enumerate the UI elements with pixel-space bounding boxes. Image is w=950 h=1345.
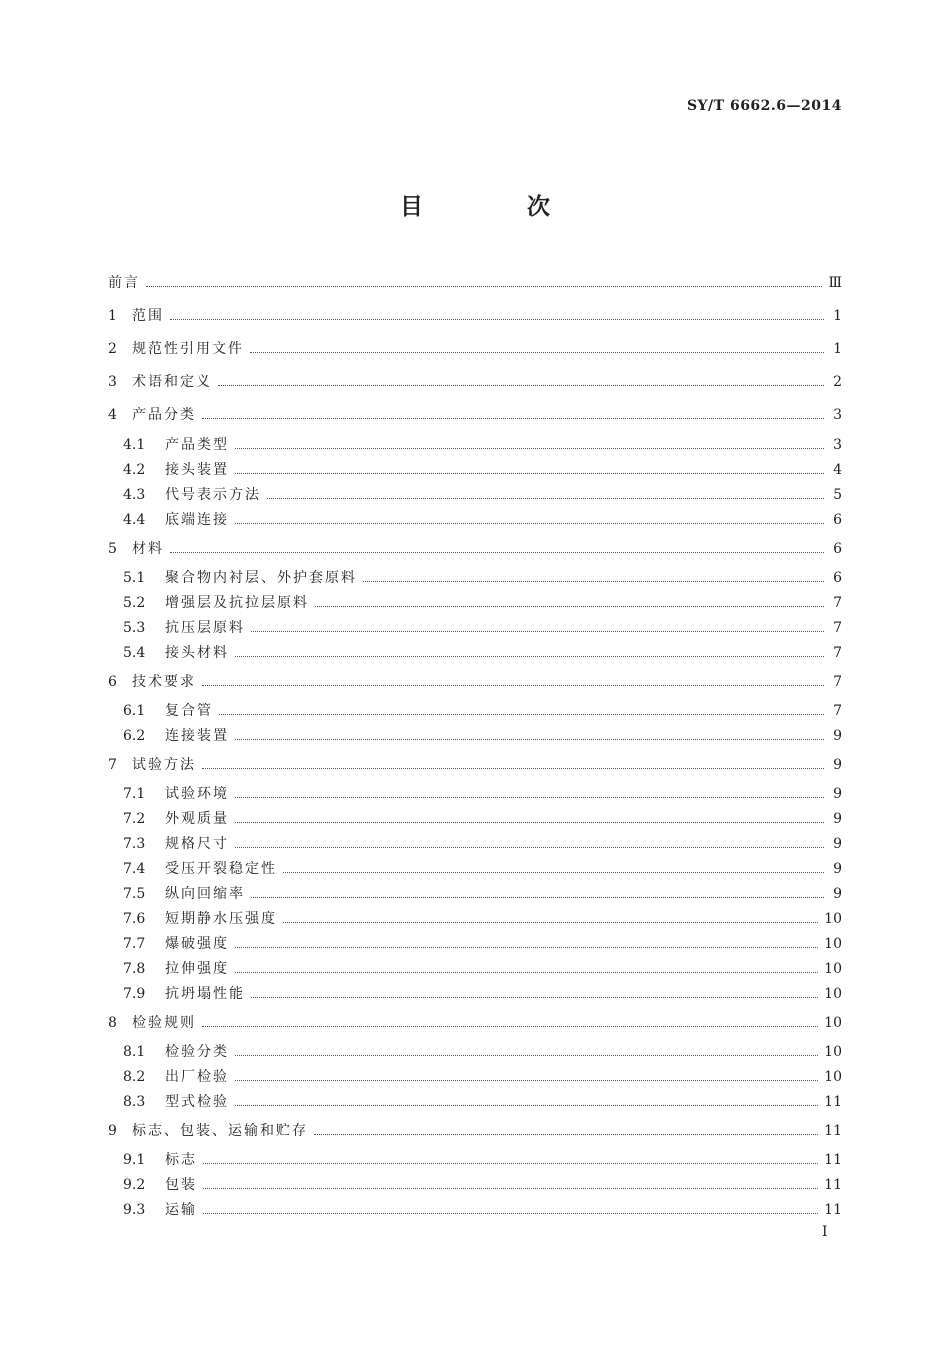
toc-entry[interactable] [108,334,842,358]
toc-entry-label: 规格尺寸 [165,836,229,852]
toc-entry-page: 11 [824,1123,842,1139]
page-title: 目 次 [399,193,598,220]
dot-leader [363,580,824,582]
toc-entry[interactable] [123,829,842,853]
toc-entry[interactable] [123,696,842,720]
toc-entry-number: 1 [108,308,117,324]
toc-entry-number: 5 [108,541,117,557]
toc-entry[interactable] [123,721,842,745]
toc-entry-label: 检验规则 [132,1015,196,1031]
toc-entry-number: 9.2 [123,1177,146,1193]
toc-entry-number: 5.2 [123,595,146,611]
toc-entry-page: 11 [824,1177,842,1193]
dot-leader [251,896,824,898]
dot-leader [235,1079,818,1081]
toc-entry-page: Ⅲ [828,275,842,291]
toc-entry-page: 3 [833,437,842,453]
toc-entry-page: 7 [833,645,842,661]
toc-entry-label: 增强层及抗拉层原料 [165,595,309,611]
dot-leader [250,351,824,353]
toc-entry-number: 4.2 [123,462,146,478]
dot-leader [235,796,824,798]
toc-entry-label: 接头装置 [165,462,229,478]
toc-entry[interactable] [123,505,842,529]
toc-entry-number: 8.2 [123,1069,146,1085]
toc-entry-number: 6.2 [123,728,146,744]
toc-entry-page: 9 [833,757,842,773]
toc-entry[interactable] [123,929,842,953]
dot-leader [235,472,824,474]
toc-entry-number: 7.1 [123,786,146,802]
toc-entry[interactable] [123,979,842,1003]
toc-entry-page: 5 [833,487,842,503]
toc-entry[interactable] [123,430,842,454]
toc-entry-number: 9.1 [123,1152,146,1168]
dot-leader [219,713,824,715]
toc-entry-page: 7 [833,674,842,690]
toc-entry-label: 型式检验 [165,1094,229,1110]
toc-entry-number: 7.9 [123,986,146,1002]
toc-entry-number: 2 [108,341,117,357]
toc-entry-page: 10 [824,961,842,977]
dot-leader [235,1054,818,1056]
toc-entry-label: 爆破强度 [165,936,229,952]
toc-entry-number: 6.1 [123,703,146,719]
footer-page-number: Ⅰ [822,1224,828,1240]
dot-leader [235,447,824,449]
toc-entry-page: 10 [824,1044,842,1060]
toc-entry-page: 6 [833,512,842,528]
toc-entry-number: 7.8 [123,961,146,977]
dot-leader [314,1133,818,1135]
toc-entry-label: 标志、包装、运输和贮存 [132,1123,308,1139]
toc-entry-page: 10 [824,936,842,952]
toc-entry-label: 复合管 [165,703,213,719]
dot-leader [203,1162,818,1164]
toc-entry-label: 纵向回缩率 [165,886,245,902]
toc-entry-number: 5.1 [123,570,146,586]
toc-entry-label: 连接装置 [165,728,229,744]
toc-entry-page: 9 [833,886,842,902]
toc-entry-page: 6 [833,570,842,586]
toc-entry[interactable] [123,1062,842,1086]
toc-entry-label: 包装 [165,1177,197,1193]
dot-leader [218,384,824,386]
toc-entry-number: 7.2 [123,811,146,827]
toc-entry-page: 2 [833,374,842,390]
toc-entry[interactable] [108,750,842,774]
toc-entry-label: 检验分类 [165,1044,229,1060]
toc-entry-number: 8.3 [123,1094,146,1110]
toc-entry-label: 范围 [132,308,164,324]
toc-entry-page: 4 [833,462,842,478]
dot-leader [146,285,822,287]
toc-entry-label: 聚合物内衬层、外护套原料 [165,570,357,586]
toc-entry-number: 4.3 [123,487,146,503]
toc-entry-number: 5.4 [123,645,146,661]
toc-entry-number: 9.3 [123,1202,146,1218]
toc-entry[interactable] [108,367,842,391]
toc-entry-page: 3 [833,407,842,423]
toc-entry-label: 抗压层原料 [165,620,245,636]
toc-entry[interactable] [123,455,842,479]
toc-entry-page: 7 [833,703,842,719]
toc-entry-label: 产品分类 [132,407,196,423]
dot-leader [170,318,824,320]
dot-leader [235,846,824,848]
toc-entry[interactable] [123,779,842,803]
dot-leader [235,946,818,948]
toc-entry-label: 抗坍塌性能 [165,986,245,1002]
toc-entry[interactable] [123,804,842,828]
toc-entry-page: 6 [833,541,842,557]
dot-leader [315,605,824,607]
toc-entry-label: 接头材料 [165,645,229,661]
toc-entry-label: 技术要求 [132,674,196,690]
dot-leader [235,522,824,524]
toc-entry-page: 7 [833,620,842,636]
dot-leader [203,1187,818,1189]
toc-entry-number: 4.1 [123,437,146,453]
toc-entry[interactable] [123,613,842,637]
toc-entry-page: 10 [824,1069,842,1085]
toc-entry[interactable] [108,268,842,292]
toc-entry-page: 10 [824,986,842,1002]
dot-leader [283,871,824,873]
toc-entry-page: 9 [833,861,842,877]
toc-entry-label: 材料 [132,541,164,557]
dot-leader [202,684,824,686]
toc-entry-label: 运输 [165,1202,197,1218]
toc-entry-label: 短期静水压强度 [165,911,277,927]
toc-entry-label: 试验环境 [165,786,229,802]
toc-entry-label: 拉伸强度 [165,961,229,977]
toc-entry-label: 标志 [165,1152,197,1168]
toc-entry-number: 9 [108,1123,117,1139]
dot-leader [202,767,824,769]
dot-leader [170,551,824,553]
toc-entry[interactable] [108,534,842,558]
dot-leader [251,630,824,632]
toc-entry[interactable] [123,879,842,903]
toc-entry-number: 7.4 [123,861,146,877]
dot-leader [235,821,824,823]
toc-entry-page: 1 [833,308,842,324]
dot-leader [251,996,818,998]
toc-entry[interactable] [123,563,842,587]
toc-entry[interactable] [108,400,842,424]
toc-entry-label: 规范性引用文件 [132,341,244,357]
toc-entry[interactable] [123,638,842,662]
toc-entry-page: 11 [824,1202,842,1218]
toc-entry[interactable] [108,1008,842,1032]
dot-leader [202,1025,818,1027]
toc-entry-number: 3 [108,374,117,390]
dot-leader [235,655,824,657]
dot-leader [235,971,818,973]
toc-entry-label: 底端连接 [165,512,229,528]
toc-entry-label: 出厂检验 [165,1069,229,1085]
toc-entry[interactable] [123,480,842,504]
toc-entry-number: 8 [108,1015,117,1031]
dot-leader [202,417,824,419]
toc-entry-page: 9 [833,836,842,852]
toc-entry-page: 11 [824,1094,842,1110]
toc-entry-page: 1 [833,341,842,357]
toc-entry-number: 7.3 [123,836,146,852]
toc-entry-number: 7 [108,757,117,773]
toc-entry-label: 受压开裂稳定性 [165,861,277,877]
toc-entry-label: 产品类型 [165,437,229,453]
toc-entry-label: 代号表示方法 [165,487,261,503]
toc-entry-label: 外观质量 [165,811,229,827]
toc-entry-label: 术语和定义 [132,374,212,390]
toc-entry[interactable] [123,1087,842,1111]
toc-entry[interactable] [108,1116,842,1140]
toc-entry-page: 10 [824,911,842,927]
toc-entry-label: 前言 [108,275,140,291]
toc-entry-number: 4.4 [123,512,146,528]
toc-entry-page: 9 [833,786,842,802]
toc-entry[interactable] [108,667,842,691]
toc-entry[interactable] [108,301,842,325]
toc-entry-number: 4 [108,407,117,423]
dot-leader [283,921,818,923]
standard-code: SY/T 6662.6—2014 [686,98,842,114]
dot-leader [235,738,824,740]
toc-entry[interactable] [123,1145,842,1169]
toc-entry[interactable] [123,1037,842,1061]
dot-leader [267,497,824,499]
dot-leader [235,1104,818,1106]
toc-entry[interactable] [123,854,842,878]
toc-entry[interactable] [123,904,842,928]
toc-entry[interactable] [123,588,842,612]
toc-entry-number: 5.3 [123,620,146,636]
toc-entry-number: 7.6 [123,911,146,927]
toc-entry-page: 11 [824,1152,842,1168]
toc-entry-number: 7.5 [123,886,146,902]
toc-entry[interactable] [123,954,842,978]
toc-entry-number: 8.1 [123,1044,146,1060]
toc-entry[interactable] [123,1170,842,1194]
toc-entry-label: 试验方法 [132,757,196,773]
toc-entry-number: 7.7 [123,936,146,952]
toc-entry-page: 7 [833,595,842,611]
dot-leader [203,1212,818,1214]
toc-entry[interactable] [123,1195,842,1219]
toc-entry-page: 9 [833,811,842,827]
toc-entry-page: 10 [824,1015,842,1031]
toc-entry-page: 9 [833,728,842,744]
toc-entry-number: 6 [108,674,117,690]
